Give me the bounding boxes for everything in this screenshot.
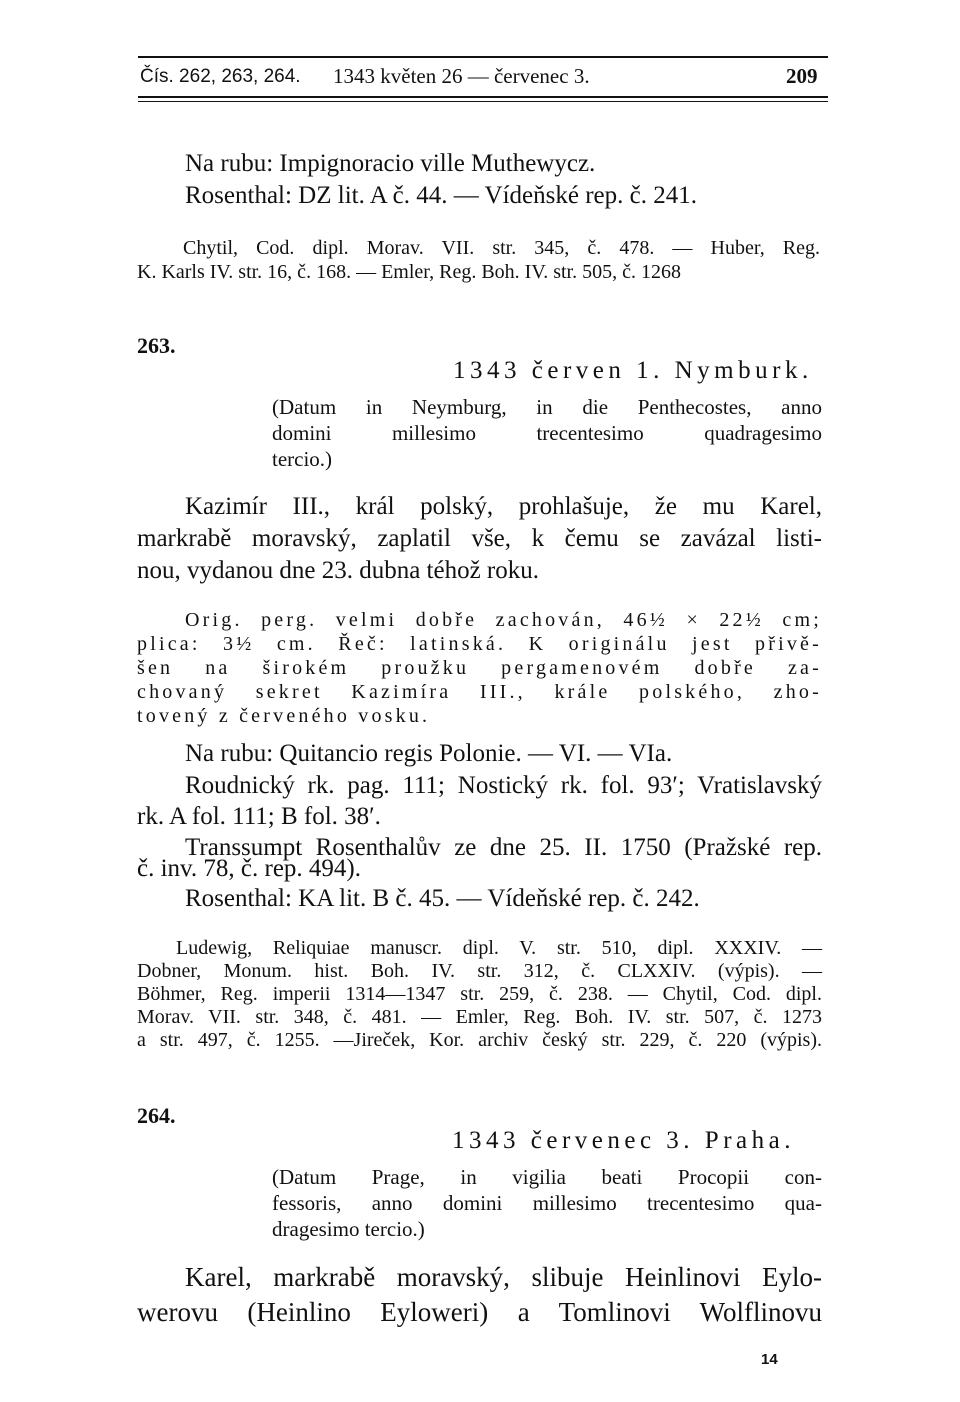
header-bottom-rule [138,96,828,98]
doc262-literature-line: K. Karls IV. str. 16, č. 168. — Emler, Reg. Boh. IV. str. 505, č. 1268 [137,261,681,283]
doc264-number: 264. [137,1103,176,1128]
doc263-archive-line: Na rubu: Quitancio regis Polonie. — VI. — VIa. [185,740,673,767]
doc263-literature-line: Ludewig, Reliquiae manuscr. dipl. V. str. 510, dipl. XXXIV. — [176,937,822,959]
doc263-literature-line: Morav. VII. str. 348, č. 481. — Emler, Reg. Boh. IV. str. 507, č. 1273 [137,1006,822,1028]
header-bottom-rule-thin [138,101,828,102]
doc262-literature-line: Chytil, Cod. dipl. Morav. VII. str. 345, č. 478. — Huber, Reg. [183,237,820,259]
doc264-dating-line: fessoris, anno domini millesimo trecentesimo qua- [272,1191,822,1215]
doc263-date-place: 1343 červen 1. Nymburk. [453,357,813,384]
doc262-rosenthal: Rosenthal: DZ lit. A č. 44. — Vídeňské rep. č. 241. [185,182,697,209]
doc263-description-line: tovený z červeného vosku. [137,705,431,727]
doc263-description-line: Orig. perg. velmi dobře zachován, 46½ × 22½ cm; [185,609,822,631]
doc263-regest-line: Kazimír III., král polský, prohlašuje, že mu Karel, [185,493,822,520]
doc263-dating-line: (Datum in Neymburg, in die Penthecostes, anno [272,395,822,419]
doc263-description-line: chovaný sekret Kazimíra III., krále polského, zho- [137,681,822,703]
doc263-literature-line: a str. 497, č. 1255. —Jireček, Kor. archiv český str. 229, č. 220 (výpis). [137,1029,822,1051]
doc264-regest-line: Karel, markrabě moravský, slibuje Heinlinovi Eylo- [185,1262,822,1292]
doc263-archive-line: Roudnický rk. pag. 111; Nostický rk. fol. 93′; Vratislavský [185,772,822,799]
doc263-regest-line: nou, vydanou dne 23. dubna téhož roku. [137,557,540,584]
doc264-regest-line: werovu (Heinlino Eyloweri) a Tomlinovi Wolflinovu [137,1297,822,1327]
header-top-rule [138,56,828,58]
doc263-literature-line: Dobner, Monum. hist. Boh. IV. str. 312, č. CLXXIV. (výpis). — [137,960,822,982]
doc263-description-line: plica: 3½ cm. Řeč: latinská. K originálu jest přivě- [137,633,822,655]
doc263-regest-line: markrabě moravský, zaplatil vše, k čemu se zavázal listi- [137,525,822,552]
doc263-dating-line: tercio.) [272,447,333,471]
doc263-archive-line: Rosenthal: KA lit. B č. 45. — Vídeňské rep. č. 242. [185,885,700,912]
doc264-dating-line: dragesimo tercio.) [272,1217,425,1241]
doc262-endorsement: Na rubu: Impignoracio ville Muthewycz. [185,150,596,177]
doc263-dating-line: domini millesimo trecentesimo quadragesimo [272,421,822,445]
header-page-number: 209 [786,64,818,88]
header-doc-numbers: Čís. 262, 263, 264. [140,66,301,87]
doc263-number: 263. [137,333,176,358]
doc264-dating-line: (Datum Prage, in vigilia beati Procopii con- [272,1165,822,1189]
header-date-range: 1343 květen 26 — červenec 3. [333,64,590,88]
doc263-archive-line: č. inv. 78, č. rep. 494). [137,855,362,882]
doc263-description-line: šen na širokém proužku pergamenovém dobře za- [137,657,822,679]
doc263-literature-line: Böhmer, Reg. imperii 1314—1347 str. 259, č. 238. — Chytil, Cod. dipl. [137,983,822,1005]
doc264-date-place: 1343 červenec 3. Praha. [452,1127,795,1154]
doc263-archive-line: Transsumpt Rosenthalův ze dne 25. II. 1750 (Pražské rep. [185,834,822,861]
sheet-signature: 14 [761,1351,778,1368]
doc263-archive-line: rk. A fol. 111; B fol. 38′. [137,803,381,830]
